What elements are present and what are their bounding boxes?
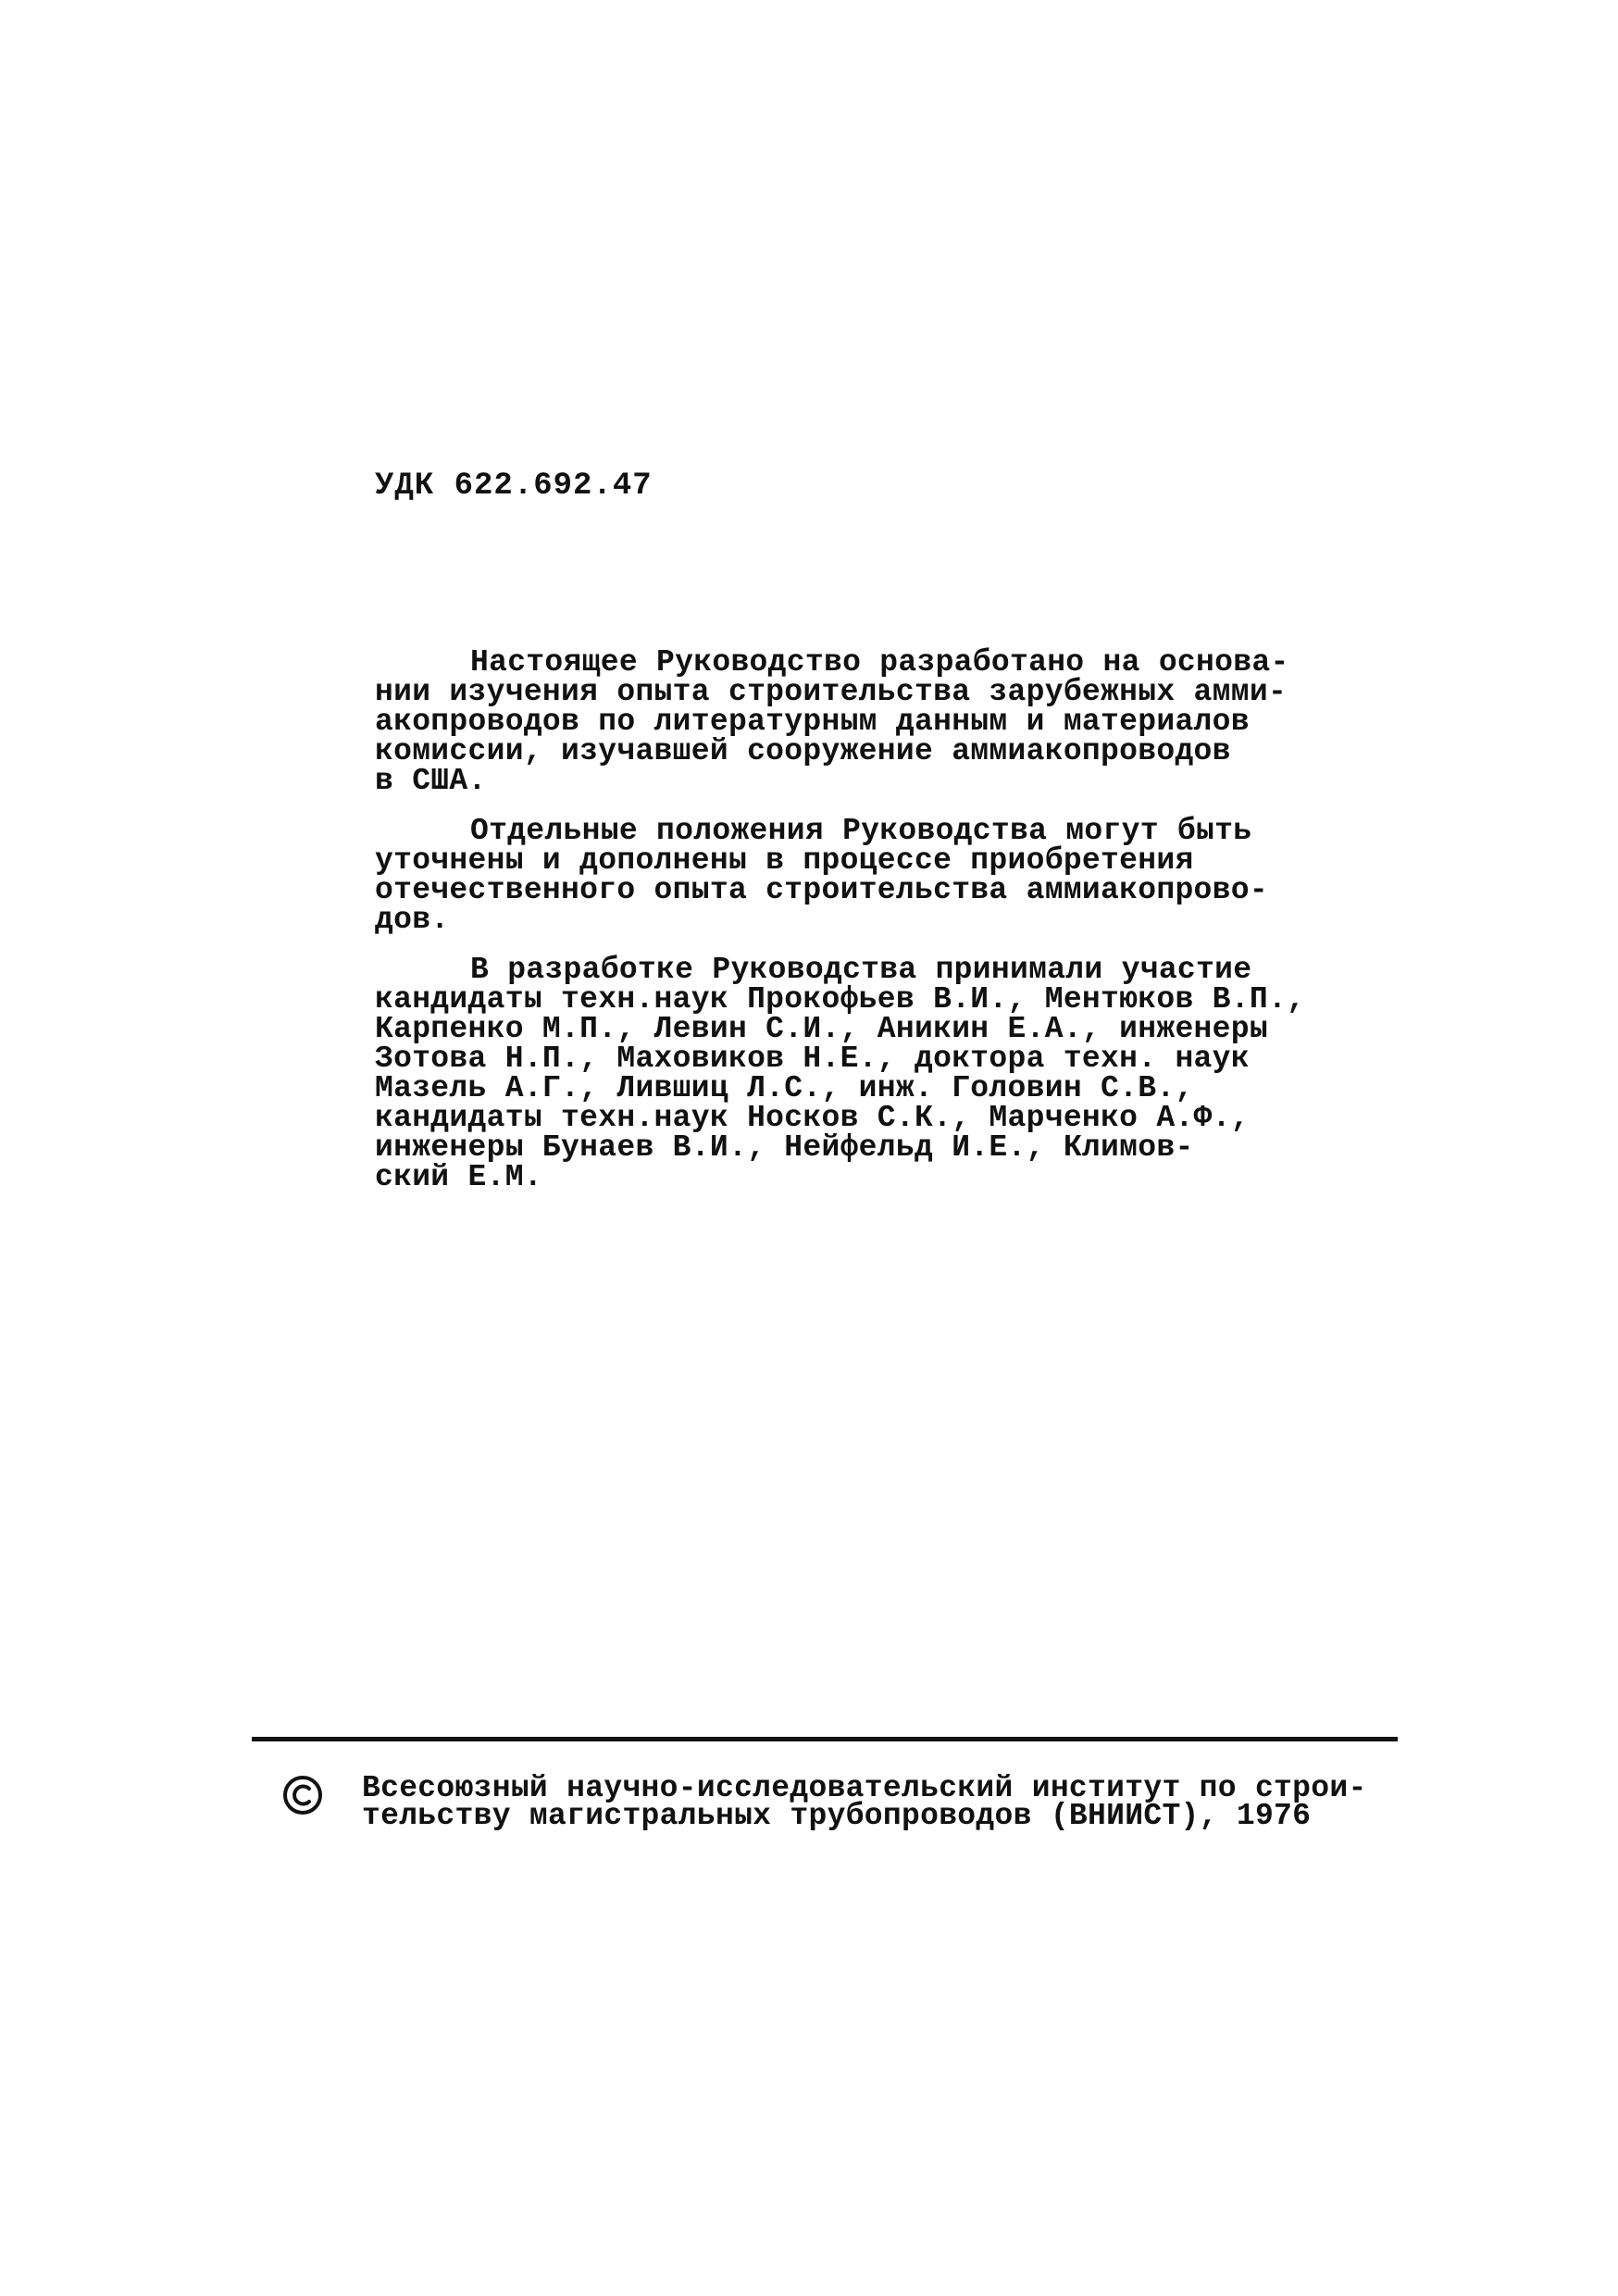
- copyright-text: [362, 1771, 1399, 1833]
- text-line: акопроводов по литературным данным и материалов: [375, 705, 1250, 739]
- text-line: Карпенко М.П., Левин С.И., Аникин Е.А., инженеры: [375, 1012, 1268, 1046]
- text-line: кандидаты техн.наук Прокофьев В.И., Ментюков В.П.,: [375, 982, 1306, 1017]
- text-line: уточнены и дополнены в процессе приобретения: [375, 843, 1194, 878]
- text-line: Настоящее Руководство разработано на основа-: [470, 645, 1289, 680]
- text-line: Мазель А.Г., Лившиц Л.С., инж. Головин С.В.,: [375, 1071, 1194, 1105]
- text-line: дов.: [375, 903, 450, 937]
- paragraph-basis: [375, 645, 1301, 798]
- preface-text: [375, 645, 1306, 1213]
- copyright-line: Всесоюзный научно-исследовательский институт по строи-: [362, 1771, 1367, 1805]
- text-line: Отдельные положения Руководства могут быть: [470, 814, 1252, 848]
- paragraph-authors: [375, 953, 1306, 1194]
- text-line: В разработке Руководства принимали участие: [470, 953, 1252, 987]
- copyright-line: тельству магистральных трубопроводов (ВНИИСТ), 1976: [362, 1799, 1312, 1833]
- text-line: Зотова Н.П., Маховиков Н.Е., доктора техн. наук: [375, 1042, 1250, 1076]
- udk-code: УДК 622.692.47: [375, 468, 653, 504]
- horizontal-divider: [252, 1737, 1398, 1741]
- paragraph-refinement: [375, 814, 1301, 937]
- text-line: ский Е.М.: [375, 1160, 542, 1194]
- text-line: отечественного опыта строительства аммиакопрово-: [375, 873, 1268, 907]
- copyright-icon: [282, 1775, 323, 1816]
- text-line: кандидаты техн.наук Носков С.К., Марченко А.Ф.,: [375, 1101, 1250, 1135]
- text-line: инженеры Бунаев В.И., Нейфельд И.Е., Климов-: [375, 1130, 1194, 1165]
- text-line: в США.: [375, 764, 487, 798]
- text-line: нии изучения опыта строительства зарубежных амми-: [375, 675, 1288, 709]
- text-line: комиссии, изучавшей сооружение аммиакопроводов: [375, 734, 1231, 768]
